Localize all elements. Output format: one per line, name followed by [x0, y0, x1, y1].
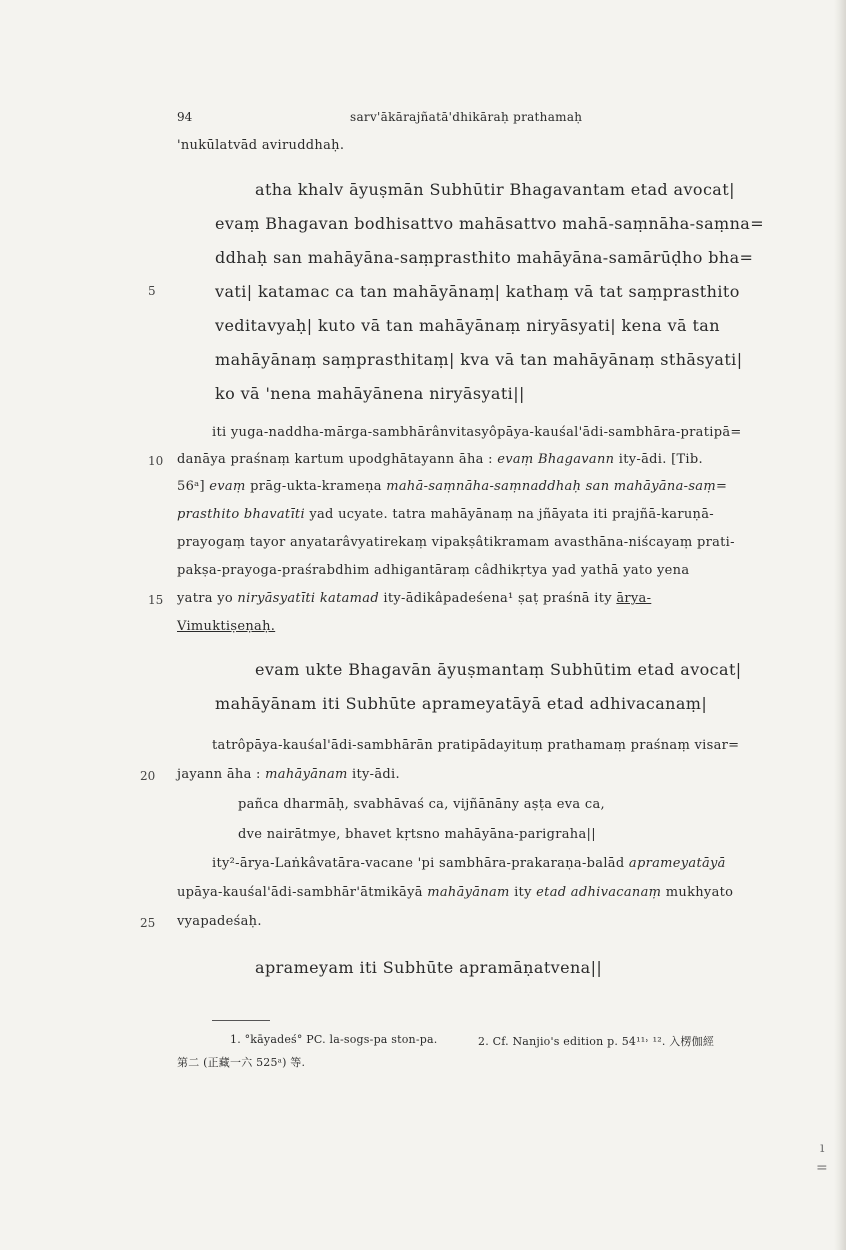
footnote-rule	[212, 1020, 270, 1021]
scan-mark: ı	[820, 1140, 825, 1156]
commentary-line: vyapadeśaḥ.	[177, 914, 262, 929]
commentary-line: tatrôpāya-kauśal'ādi-sambhārān pratipādayituṃ prathamaṃ praśnaṃ visar=	[212, 738, 740, 753]
line-number: 5	[148, 284, 156, 298]
commentary-line: upāya-kauśal'ādi-sambhār'ātmikāyā mahāyānam ity etad adhivacanaṃ mukhyato	[177, 885, 734, 900]
commentary-line: danāya praśnaṃ kartum upodghātayann āha : evaṃ Bhagavann ity-ādi. [Tib.	[177, 452, 703, 467]
commentary-line: jayann āha : mahāyānam ity-ādi.	[177, 767, 400, 782]
commentary-line: prayogaṃ tayor anyatarâvyatirekaṃ vipakṣâtikramam avasthāna-niścayaṃ prati-	[177, 535, 735, 550]
running-head: sarv'ākārajñatā'dhikāraḥ prathamaḥ	[350, 110, 583, 124]
root-text-line: ko vā 'nena mahāyānena niryāsyati||	[215, 384, 525, 403]
commentary-line: prasthito bhavatīti yad ucyate. tatra mahāyānaṃ na jñāyata iti prajñā-karuṇā-	[177, 507, 714, 522]
commentary-line: Vimuktiṣeṇaḥ.	[177, 619, 276, 634]
root-text-line: mahāyānam iti Subhūte aprameyatāyā etad adhivacanaṃ|	[215, 694, 708, 713]
commentary-line: 56ᵃ] evaṃ prāg-ukta-krameṇa mahā-saṃnāha-saṃnaddhaḥ san mahāyāna-saṃ=	[177, 479, 728, 494]
footnote-2: 2. Cf. Nanjio's edition p. 54¹¹˒ ¹². 入楞伽經	[478, 1035, 715, 1048]
commentary-line: yatra yo niryāsyatīti katamad ity-ādikâpadeśena¹ ṣaṭ praśnā ity ārya-	[177, 591, 652, 606]
root-text-line: ddhaḥ san mahāyāna-saṃprasthito mahāyāna-samārūḍho bha=	[215, 248, 754, 267]
line-number: 20	[140, 769, 156, 783]
root-text-line: veditavyaḥ| kuto vā tan mahāyānaṃ niryāsyati| kena vā tan	[215, 316, 720, 335]
scan-mark: =	[816, 1160, 828, 1176]
page-number: 94	[177, 110, 193, 124]
line-number: 25	[140, 916, 156, 930]
line-number: 15	[148, 593, 164, 607]
root-text-line: vati| katamac ca tan mahāyānaṃ| kathaṃ vā tat saṃprasthito	[215, 282, 740, 301]
root-text-line: evam ukte Bhagavān āyuṣmantaṃ Subhūtim etad avocat|	[255, 660, 742, 679]
footnote-2-continued: 第二 (正藏一六 525ᵃ) 等.	[177, 1056, 306, 1069]
commentary-line: iti yuga-naddha-mārga-sambhārânvitasyôpāya-kauśal'ādi-sambhāra-pratipā=	[212, 425, 742, 440]
root-text-line: aprameyam iti Subhūte apramāṇatvena||	[255, 958, 603, 977]
line-number: 10	[148, 454, 164, 468]
verse-line: dve nairātmye, bhavet kṛtsno mahāyāna-parigraha||	[238, 827, 596, 842]
commentary-line: pakṣa-prayoga-praśrabdhim adhigantāraṃ câdhikṛtya yad yathā yato yena	[177, 563, 690, 578]
root-text-line: evaṃ Bhagavan bodhisattvo mahāsattvo mahā-saṃnāha-saṃna=	[215, 214, 765, 233]
scan-edge-shadow	[834, 0, 846, 1250]
commentary-line: ity²-ārya-Laṅkâvatāra-vacane 'pi sambhāra-prakaraṇa-balād aprameyatāyā	[212, 856, 726, 871]
opening-line: 'nukūlatvād aviruddhaḥ.	[177, 138, 345, 153]
root-text-line: mahāyānaṃ saṃprasthitaṃ| kva vā tan mahāyānaṃ sthāsyati|	[215, 350, 743, 369]
footnote-1: 1. °kāyadeś° PC. la-sogs-pa ston-pa.	[230, 1033, 438, 1046]
root-text-line: atha khalv āyuṣmān Subhūtir Bhagavantam etad avocat|	[255, 180, 735, 199]
verse-line: pañca dharmāḥ, svabhāvaś ca, vijñānāny aṣṭa eva ca,	[238, 797, 605, 812]
